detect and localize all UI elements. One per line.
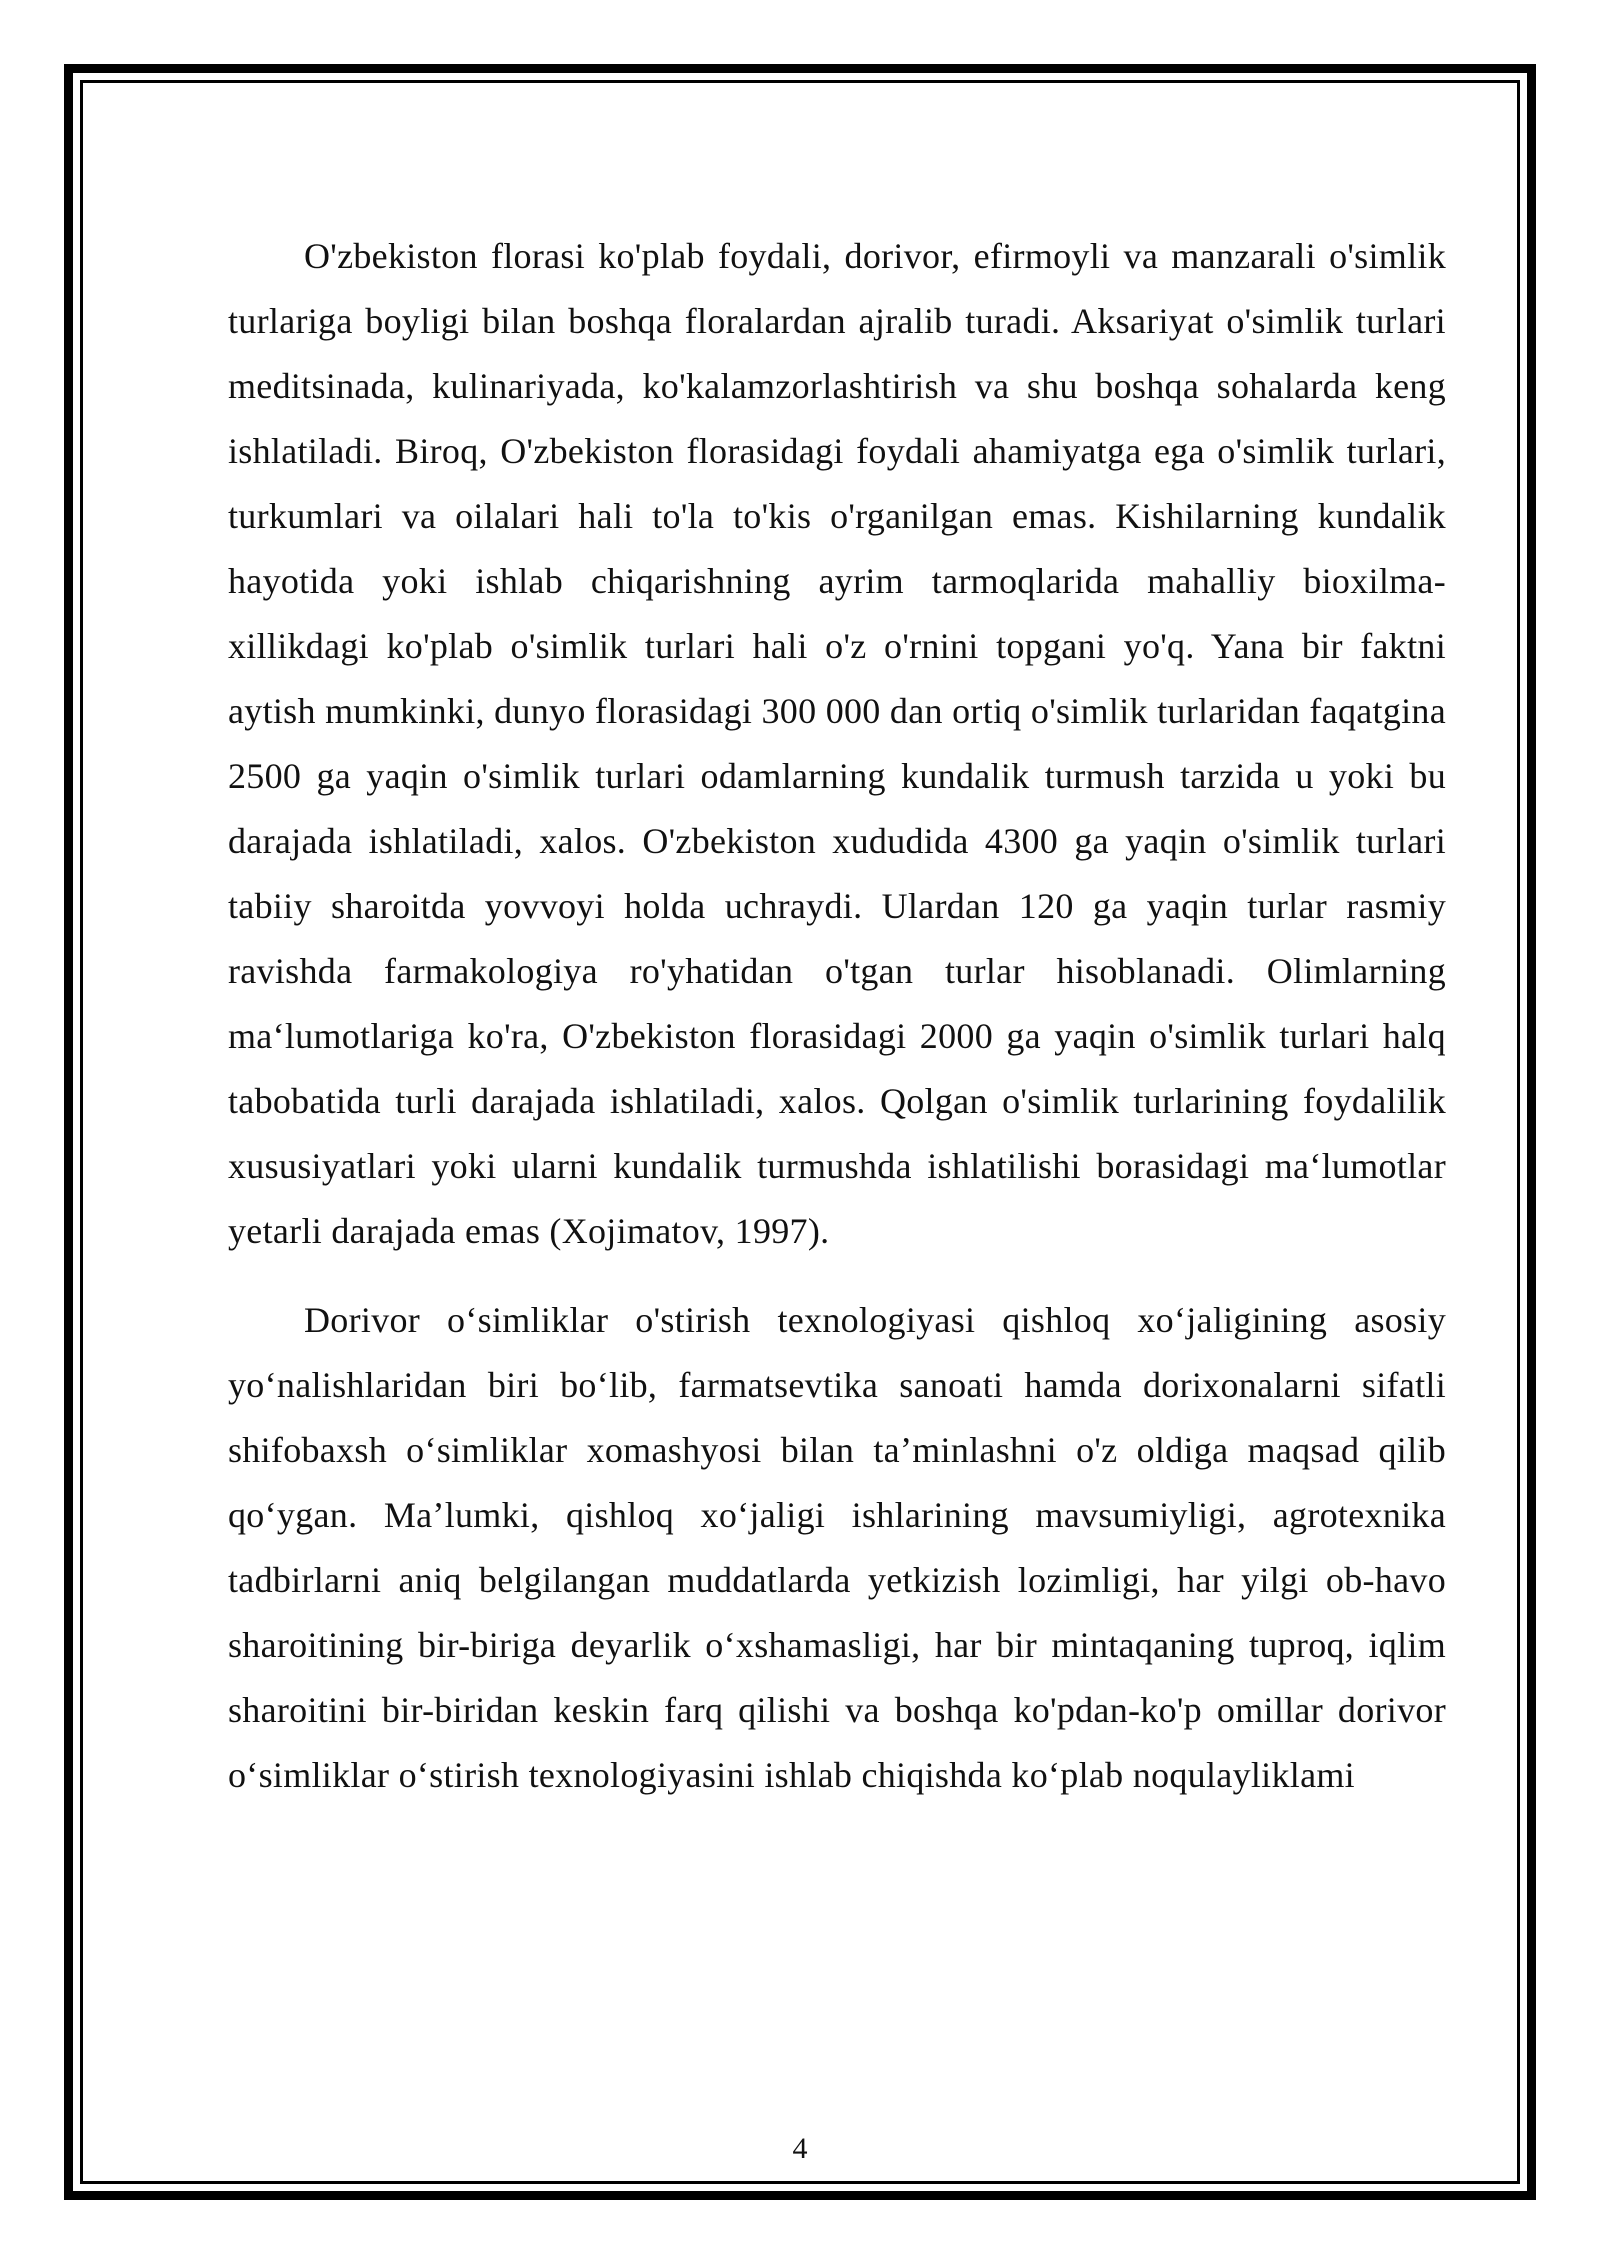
- paragraph-flora: O'zbekiston florasi ko'plab foydali, dorivor, efirmoyli va manzarali o'simlik turlariga boyligi bilan boshqa floralardan ajralib turadi. Aksariyat o'simlik turlari meditsinada, kulinariyada, ko'kalamzorlashtirish va shu boshqa sohalarda keng ishlatiladi. Biroq, O'zbekiston florasidagi foydali ahamiyatga ega o'simlik turlari, turkumlari va oilalari hali to'la to'kis o'rganilgan emas. Kishilarning kundalik hayotida yoki ishlab chiqarishning ayrim tarmoqlarida mahalliy bioxilma-xillikdagi ko'plab o'simlik turlari hali o'z o'rnini topgani yo'q. Yana bir faktni aytish mumkinki, dunyo florasidagi 300 000 dan ortiq o'simlik turlaridan faqatgina 2500 ga yaqin o'simlik turlari odamlarning kundalik turmush tarzida u yoki bu darajada ishlatiladi, xalos. O'zbekiston xududida 4300 ga yaqin o'simlik turlari tabiiy sharoitda yovvoyi holda uchraydi. Ulardan 120 ga yaqin turlar rasmiy ravishda farmakologiya ro'yhatidan o'tgan turlar hisoblanadi. Olimlarning maʻlumotlariga ko'ra, O'zbekiston florasidagi 2000 ga yaqin o'simlik turlari halq tabobatida turli darajada ishlatiladi, xalos. Qolgan o'simlik turlarining foydalilik xususiyatlari yoki ularni kundalik turmushda ishlatilishi borasidagi maʻlumotlar yetarli darajada emas (Xojimatov, 1997).: [228, 236, 1446, 1251]
- page-number: 4: [792, 2132, 808, 2165]
- document-body: [228, 224, 1446, 1808]
- paragraph-cultivation: Dorivor oʻsimliklar o'stirish texnologiyasi qishloq xoʻjaligining asosiy yoʻnalishlaridan biri boʻlib, farmatsevtika sanoati hamda dorixonalarni sifatli shifobaxsh oʻsimliklar xomashyosi bilan taʼminlashni o'z oldiga maqsad qilib qoʻygan. Maʼlumki, qishloq xoʻjaligi ishlarining mavsumiyligi, agrotexnika tadbirlarni aniq belgilangan muddatlarda yetkizish lozimligi, har yilgi ob-havo sharoitining bir-biriga deyarlik oʻxshamasligi, har bir mintaqaning tuproq, iqlim sharoitini bir-biridan keskin farq qilishi va boshqa ko'pdan-ko'p omillar dorivor oʻsimliklar oʻstirish texnologiyasini ishlab chiqishda koʻplab noqulayliklami: [228, 1300, 1446, 1795]
